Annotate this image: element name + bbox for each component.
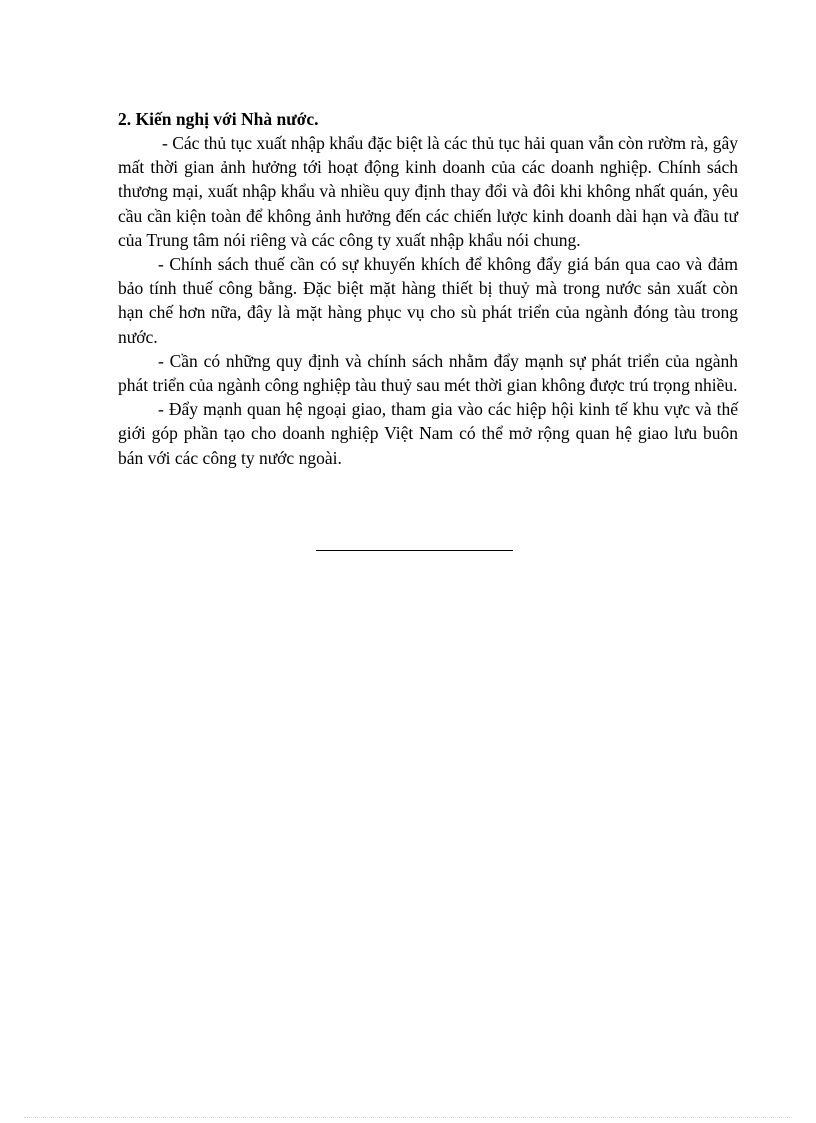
paragraph-shipbuilding-policy: - Cần có những quy định và chính sách nhằm đẩy mạnh sự phát triển của ngành phát triển của ngành công nghiệp tàu thuỷ sau mét thời gian không được trú trọng nhiều.	[118, 350, 738, 396]
page-bottom-border	[24, 1117, 792, 1118]
paragraph-customs-procedures: - Các thủ tục xuất nhập khẩu đặc biệt là các thủ tục hải quan vẫn còn rườm rà, gây mất thời gian ảnh hưởng tới hoạt động kinh doanh của các doanh nghiệp. Chính sách thương mại, xuất nhập khẩu và nhiều quy định thay đổi và đôi khi không nhất quán, yêu cầu cần kiện toàn để không ảnh hưởng đến các chiến lược kinh doanh dài hạn và đầu tư của Trung tâm nói riêng và các công ty xuất nhập khẩu nói chung.	[118, 133, 738, 250]
section-heading: 2. Kiến nghị với Nhà nước.	[118, 109, 319, 129]
paragraph-foreign-relations: - Đẩy mạnh quan hệ ngoại giao, tham gia vào các hiệp hội kinh tế khu vực và thế giới góp phần tạo cho doanh nghiệp Việt Nam có thể mở rộng quan hệ giao lưu buôn bán với các công ty nước ngoài.	[118, 399, 738, 468]
paragraph-tax-policy: - Chính sách thuế cần có sự khuyến khích để không đẩy giá bán qua cao và đảm bảo tính thuế công bằng. Đặc biệt mặt hàng thiết bị thuỷ mà trong nước sản xuất còn hạn chế hơn nữa, đây là mặt hàng phục vụ cho sù phát triển của ngành đóng tàu trong nước.	[118, 254, 738, 347]
end-divider-line	[316, 550, 513, 551]
document-body	[118, 107, 738, 470]
